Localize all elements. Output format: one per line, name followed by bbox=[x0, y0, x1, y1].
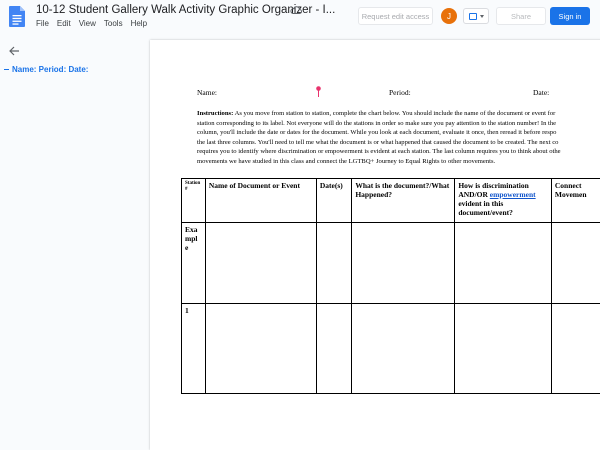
outline-dash bbox=[4, 69, 9, 70]
menu-tools[interactable]: Tools bbox=[103, 19, 123, 28]
document-page[interactable] bbox=[150, 40, 600, 450]
header-what-happened[interactable]: What is the document?/What Happened? bbox=[352, 179, 455, 223]
instructions-line: the last three columns. You'll need to tell me what the document is or what happened that caused the document to be created. The next co bbox=[197, 138, 559, 146]
gallery-walk-table bbox=[181, 178, 600, 394]
table-cell[interactable] bbox=[316, 304, 351, 394]
google-docs-icon[interactable] bbox=[9, 6, 25, 27]
top-bar bbox=[0, 0, 600, 34]
cursor-marker-icon bbox=[316, 86, 321, 97]
instructions-line: requires you to identify where discrimination or empowerment is evident at each station. The last column requires you to think about othe bbox=[197, 148, 561, 155]
instructions-line: column, you'll include the date or dates for the document. While you look at each document, evaluate it once, then reread it before respo bbox=[197, 129, 557, 136]
header-document-name[interactable]: Name of Document or Event bbox=[205, 179, 316, 223]
header-connect-movements[interactable]: Connect Movemen bbox=[551, 179, 600, 223]
name-field-label: Name: bbox=[197, 88, 217, 97]
sign-in-button[interactable]: Sign in bbox=[550, 7, 590, 25]
period-field-label: Period: bbox=[389, 88, 411, 97]
table-row bbox=[182, 223, 600, 304]
instructions-line: station corresponding to its label. Not everyone will do the stations in order so make sure you pay attention to the station number! In the bbox=[197, 119, 557, 127]
instructions-paragraph bbox=[197, 109, 600, 166]
header-discrimination-empowerment[interactable] bbox=[455, 179, 552, 223]
header-how-prefix: How is discrimination AND/OR bbox=[458, 181, 529, 199]
table-cell[interactable] bbox=[551, 304, 600, 394]
present-icon bbox=[469, 13, 477, 20]
share-button[interactable]: Share bbox=[496, 7, 546, 25]
table-cell[interactable] bbox=[551, 223, 600, 304]
table-row bbox=[182, 304, 600, 394]
menu-help[interactable]: Help bbox=[130, 19, 148, 28]
header-dates[interactable]: Date(s) bbox=[316, 179, 351, 223]
empowerment-link[interactable]: empowerment bbox=[489, 190, 536, 199]
table-cell[interactable] bbox=[316, 223, 351, 304]
avatar[interactable]: J bbox=[441, 8, 457, 24]
table-header-row bbox=[182, 179, 600, 223]
table-cell[interactable] bbox=[455, 223, 552, 304]
instructions-line: movements we have studied in this class and connect the LGTBQ+ Journey to Equal Rights to other movements. bbox=[197, 157, 496, 165]
request-edit-access-button[interactable]: Request edit access bbox=[358, 7, 433, 25]
instructions-line: As you move from station to station, complete the chart below. You should include the name of the document or event for bbox=[234, 110, 556, 117]
menu-edit[interactable]: Edit bbox=[56, 19, 71, 28]
header-station[interactable]: Station # bbox=[182, 179, 206, 223]
table-cell[interactable] bbox=[205, 223, 316, 304]
table-cell[interactable] bbox=[455, 304, 552, 394]
outline-item-label: Name: Period: Date: bbox=[12, 65, 89, 74]
present-button[interactable] bbox=[463, 8, 489, 24]
instructions-label: Instructions: bbox=[197, 110, 234, 117]
back-arrow-icon[interactable] bbox=[8, 45, 20, 57]
menu-file[interactable]: File bbox=[36, 19, 49, 28]
header-how-suffix: evident in this document/event? bbox=[458, 199, 513, 217]
menu-bar bbox=[36, 19, 155, 28]
cloud-status-icon[interactable] bbox=[290, 5, 302, 15]
document-title[interactable]: 10-12 Student Gallery Walk Activity Graphic Organizer - I... bbox=[36, 4, 336, 16]
station-cell[interactable]: 1 bbox=[182, 304, 206, 394]
table-cell[interactable] bbox=[352, 223, 455, 304]
station-cell[interactable]: Exa mpl e bbox=[182, 223, 206, 304]
menu-view[interactable]: View bbox=[78, 19, 96, 28]
table-cell[interactable] bbox=[205, 304, 316, 394]
outline-item-heading[interactable] bbox=[4, 65, 88, 74]
chevron-down-icon bbox=[480, 15, 484, 18]
table-cell[interactable] bbox=[352, 304, 455, 394]
date-field-label: Date: bbox=[533, 88, 550, 97]
